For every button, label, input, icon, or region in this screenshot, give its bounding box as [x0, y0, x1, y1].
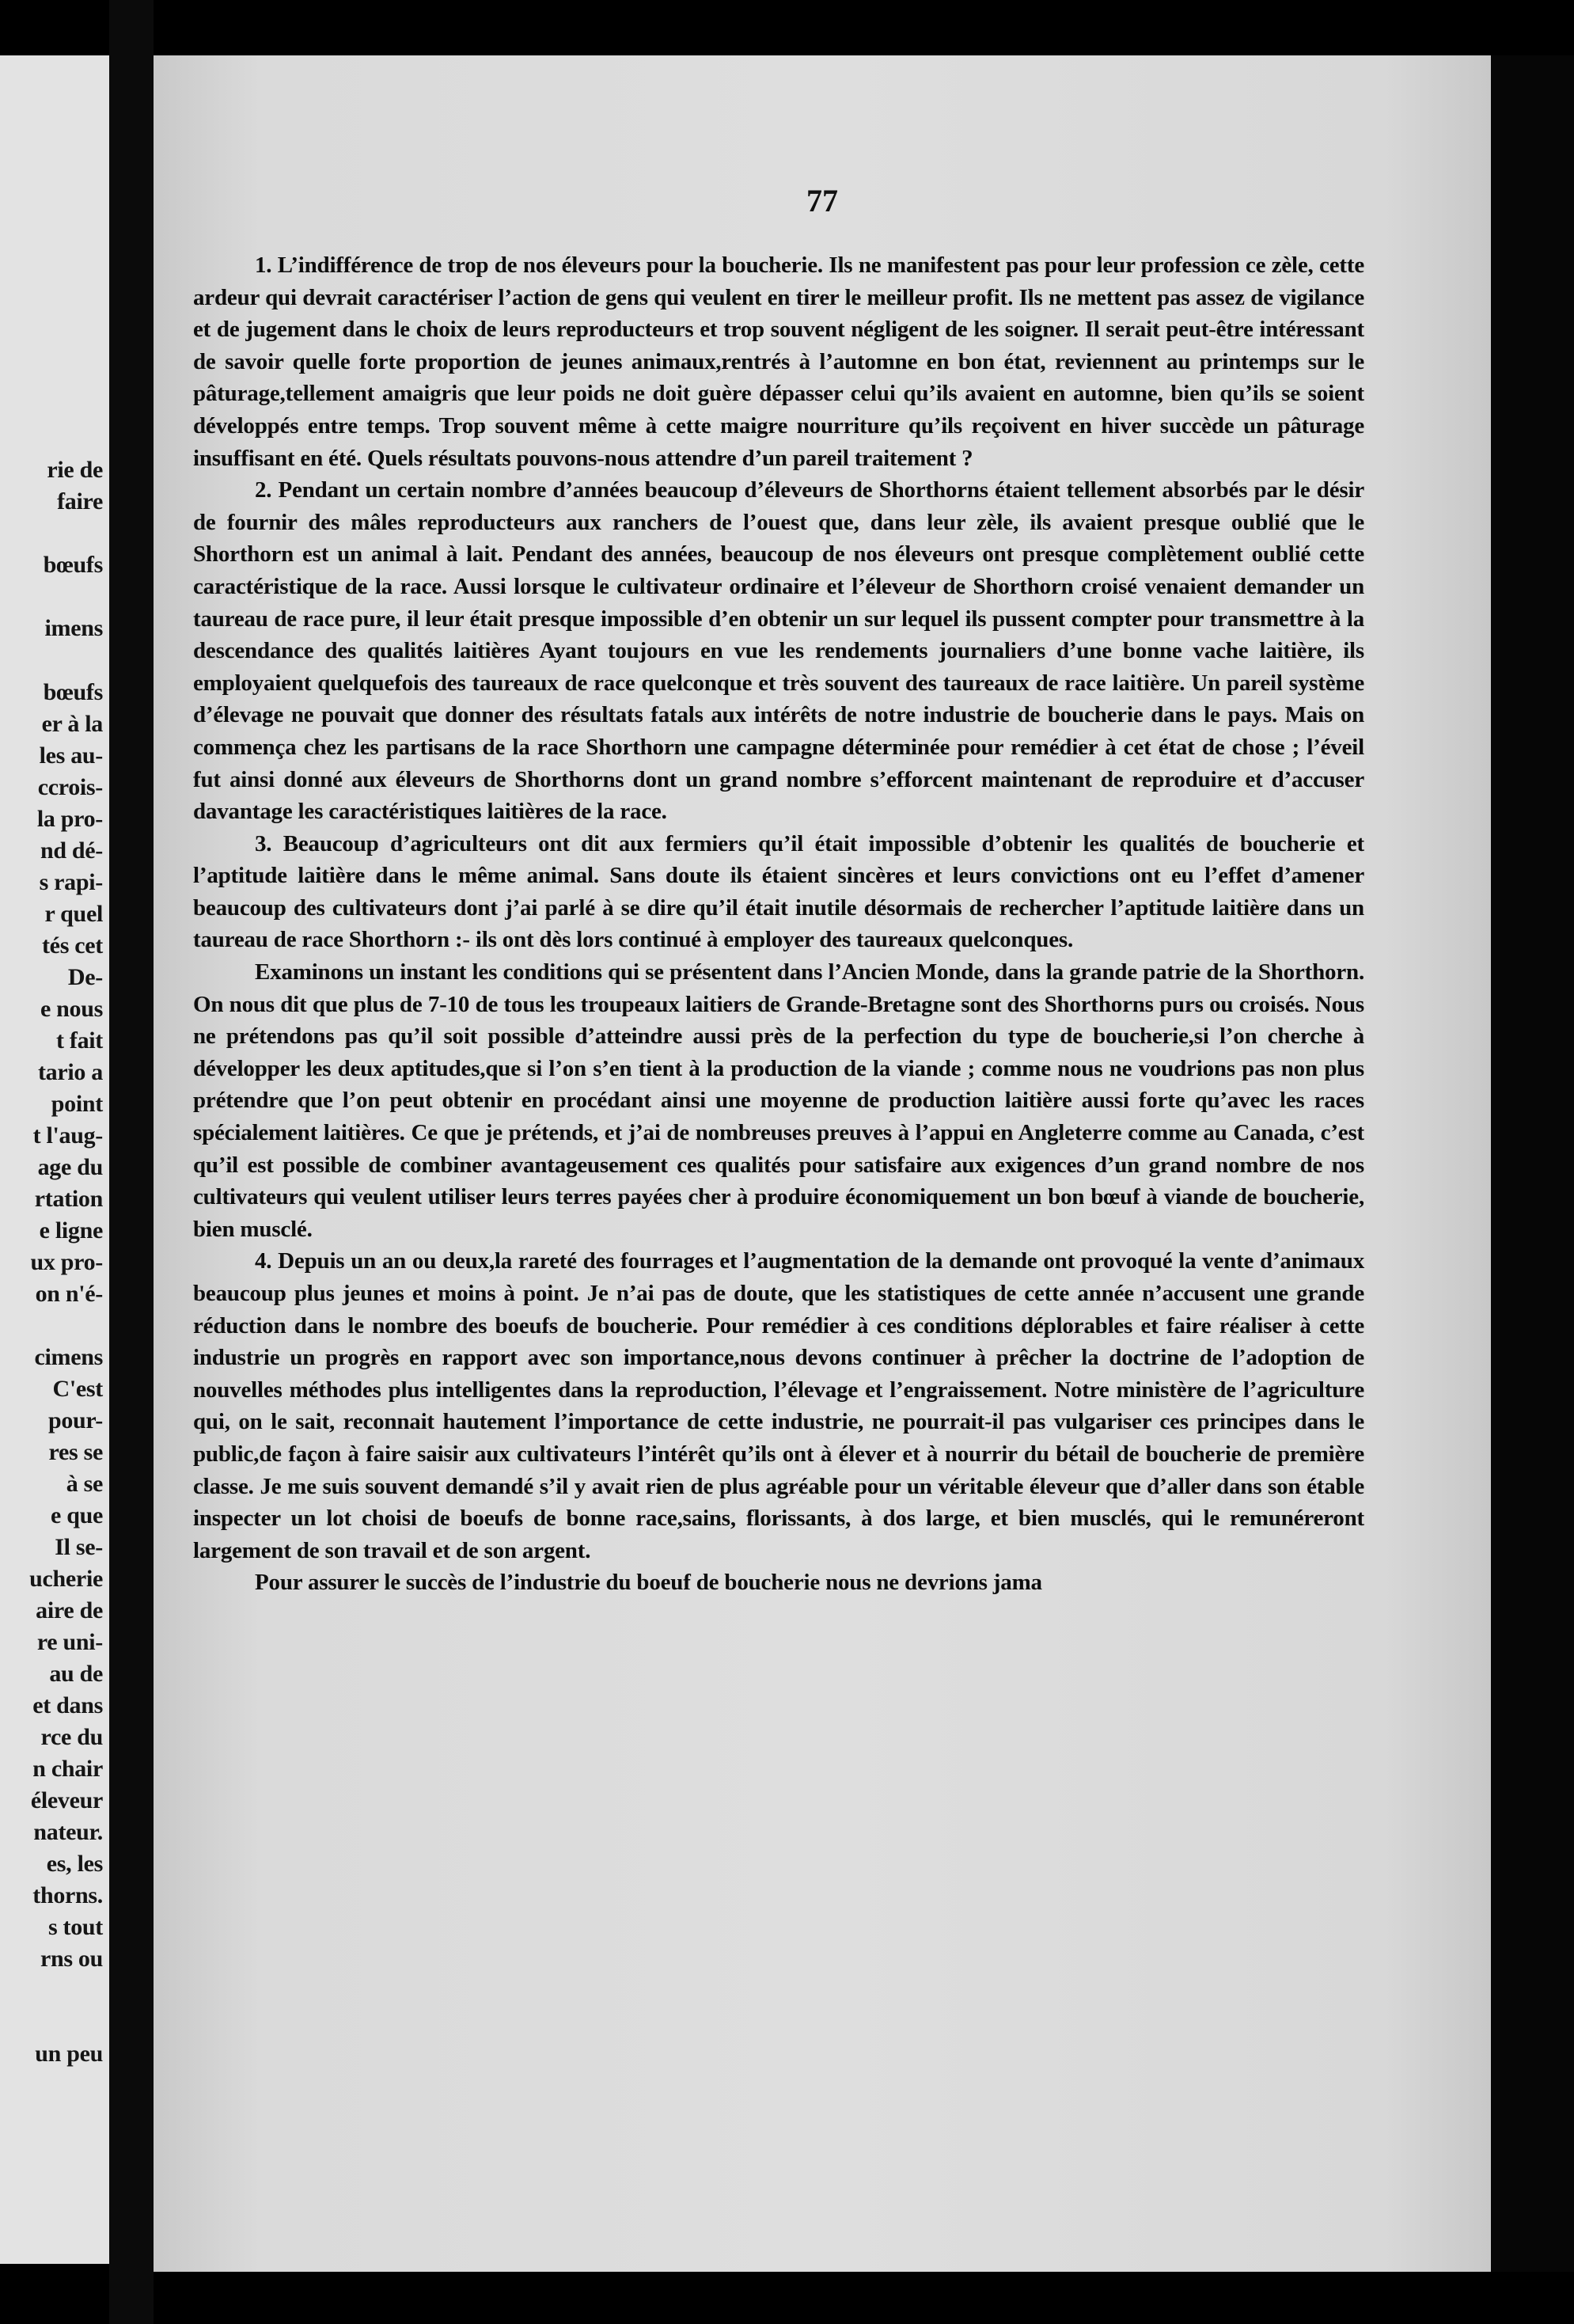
left-page-fragment: éleveur	[30, 1787, 103, 1813]
left-page-fragment: tés cet	[41, 932, 103, 959]
left-page-fragment: ccrois-	[37, 774, 103, 800]
left-page-fragment: aire de	[36, 1597, 103, 1623]
paragraph-3: 3. Beaucoup d’agriculteurs ont dit aux fermiers qu’il était impossible d’obtenir les qualités de boucherie et l’aptitude laitière dans le même animal. Sans doute ils étaient sincères et leurs convictions ont eu l’effet d’amener beaucoup des cultivateurs dont j’ai parlé à se dire qu’il était inutile désormais de rechercher l’aptitude laitière dans un taureau de race Shorthorn :- ils ont dès lors continué à employer des taureaux quelconques.	[193, 830, 1364, 953]
left-page-fragment: es, les	[46, 1851, 103, 1877]
left-page-fragment: re uni-	[36, 1629, 103, 1655]
body-text	[193, 249, 1364, 1599]
document-page	[154, 55, 1491, 2272]
left-page-fragment: t l'aug-	[32, 1122, 103, 1149]
paragraph-2: 2. Pendant un certain nombre d’années beaucoup d’éleveurs de Shorthorns étaient tellement absorbés par le désir de fournir des mâles reproducteurs aux ranchers de l’ouest que, dans leur zèle, ils avaient presque oublié que le Shorthorn est un animal à lait. Pendant des années, beaucoup de nos éleveurs ont presque complètement oublié cette caractéristique de la race. Aussi lorsque le cultivateur ordinaire et l’éleveur de Shorthorn croisé venaient demander un taureau de race pure, il leur était presque impossible d’en obtenir un sur lequel ils pussent compter pour transmettre à la descendance des qualités laitières Ayant toujours en vue les rendements journaliers d’une bonne vache laitière, ils employaient quelquefois des taureaux de race quelconque et très souvent des taureaux de race laitière. Un pareil système d’élevage ne pouvait que donner des résultats fatals aux intérêts de notre industrie de boucherie dans le pays. Mais on commença chez les partisans de la race Shorthorn une campagne déterminée pour remédier à cet état de chose ; l’éveil fut ainsi donné aux éleveurs de Shorthorns dont un grand nombre s’efforcent maintenant de reproduire et d’accuser davantage les caractéristiques laitières de la race.	[193, 477, 1364, 825]
left-page-fragment: nd dé-	[40, 837, 103, 864]
left-page-fragment: à se	[66, 1471, 103, 1497]
left-page-fragment: les au-	[39, 742, 103, 769]
left-page-fragment: res se	[48, 1439, 103, 1465]
paragraph-5: 4. Depuis un an ou deux,la rareté des fourrages et l’augmentation de la demande ont provoqué la vente d’animaux beaucoup plus jeunes et moins à point. Je n’ai pas de doute, que les statistiques de cette année n’accusent une grande réduction dans le nombre des boeufs de boucherie. Pour remédier à ces conditions déplorables et faire réaliser à cette industrie un progrès en rapport avec son importance,nous devons continuer à prêcher la doctrine de l’adoption de nouvelles méthodes plus intelligentes dans la reproduction, l’élevage et l’engraissement. Notre ministère de l’agriculture qui, on le sait, reconnait hautement l’importance de cette industrie, ne pourrait-il pas vulgariser ces principes dans le public,de façon à faire saisir aux cultivateurs l’intérêt qu’ils ont à élever et à nourrir du bétail de boucherie de première classe. Je me suis souvent demandé s’il y avait rien de plus agréable pour un véritable éleveur que d’aller dans son étable inspecter un lot choisi de boeufs de bonne race,sains, florissants, à dos large, et bien musclés, qui le remunéreront largement de son travail et de son argent.	[193, 1248, 1364, 1563]
left-page-fragment: thorns.	[32, 1882, 103, 1908]
left-page-edge	[0, 55, 111, 2264]
left-page-fragment: n chair	[32, 1756, 103, 1782]
paragraph-1: 1. L’indifférence de trop de nos éleveurs pour la boucherie. Ils ne manifestent pas pour leur profession ce zèle, cette ardeur qui devrait caractériser l’action de gens qui veulent en tirer le meilleur profit. Ils ne mettent pas assez de vigilance et de jugement dans le choix de leurs reproducteurs et trop souvent négligent de les soigner. Il serait peut-être intéressant de savoir quelle forte proportion de jeunes animaux,rentrés à l’automne en bon état, reviennent au printemps sur le pâturage,tellement amaigris que leur poids ne doit guère dépasser celui qu’ils avaient en automne, bien qu’ils se soient développés entre temps. Trop souvent même à cette maigre nourriture qu’ils reçoivent en hiver succède un pâturage insuffisant en été. Quels résultats pouvons-nous attendre d’un pareil traitement ?	[193, 253, 1364, 471]
left-page-fragment: nateur.	[33, 1819, 103, 1845]
left-page-fragment: t fait	[55, 1027, 103, 1054]
left-page-fragment: rns ou	[40, 1946, 103, 1972]
left-page-fragment: r quel	[44, 901, 103, 927]
left-page-fragment: la pro-	[36, 806, 103, 832]
left-page-fragment: ux pro-	[30, 1249, 103, 1275]
left-page-fragment: un peu	[35, 2041, 103, 2067]
left-page-fragment: bœufs	[43, 552, 103, 578]
left-page-fragment: faire	[57, 488, 103, 515]
left-page-fragment: Il se-	[55, 1534, 103, 1560]
left-page-fragment: point	[51, 1091, 103, 1117]
left-page-fragment: age du	[37, 1154, 103, 1180]
paragraph-6: Pour assurer le succès de l’industrie du boeuf de boucherie nous ne devrions jama	[255, 1570, 1042, 1596]
book-spine-shadow	[109, 0, 154, 2324]
left-page-fragment: s rapi-	[39, 869, 103, 895]
paragraph-4: Examinons un instant les conditions qui se présentent dans l’Ancien Monde, dans la grande patrie de la Shorthorn. On nous dit que plus de 7-10 de tous les troupeaux laitiers de Grande-Bretagne sont des Shorthorns purs ou croisés. Nous ne prétendons pas qu’il soit possible d’atteindre aussi près de la perfection du type de boucherie,si l’on cherche à développer les deux aptitudes,que si l’on s’en tient à la production de la viande ; comme nous ne voudrions pas non plus prétendre que l’on peut obtenir en procédant ainsi une moyenne de production laitière aussi forte qu’avec les races spécialement laitières. Ce que je prétends, et j’ai de nombreuses preuves à l’appui en Angleterre comme au Canada, c’est qu’il est possible de combiner avantageusement ces qualités pour satisfaire aux exigences d’un grand nombre de nos cultivateurs qui veulent utiliser leurs terres payées cher à produire économiquement un bon bœuf à viande de boucherie, bien musclé.	[193, 959, 1364, 1242]
left-page-fragment: s tout	[47, 1914, 103, 1940]
left-page-text-fragments	[0, 55, 103, 2264]
left-page-fragment: au de	[49, 1661, 103, 1687]
left-page-fragment: rce du	[40, 1724, 103, 1750]
left-page-fragment: on n'é-	[35, 1281, 103, 1307]
left-page-fragment: et dans	[32, 1692, 103, 1718]
left-page-fragment: e que	[50, 1502, 103, 1528]
left-page-fragment: ucherie	[29, 1566, 103, 1592]
left-page-fragment: imens	[44, 615, 103, 641]
left-page-fragment: De-	[67, 964, 103, 990]
left-page-fragment: e nous	[40, 996, 103, 1022]
left-page-fragment: C'est	[52, 1376, 103, 1402]
scan-border-right	[1491, 55, 1574, 2272]
left-page-fragment: pour-	[47, 1407, 103, 1434]
left-page-fragment: e ligne	[39, 1217, 103, 1244]
page-number: 77	[806, 183, 838, 218]
left-page-fragment: er à la	[41, 711, 103, 737]
left-page-fragment: cimens	[34, 1344, 103, 1370]
left-page-fragment: rtation	[34, 1186, 103, 1212]
left-page-fragment: bœufs	[43, 679, 103, 705]
left-page-fragment: rie de	[47, 457, 103, 483]
left-page-fragment: tario a	[37, 1059, 103, 1085]
